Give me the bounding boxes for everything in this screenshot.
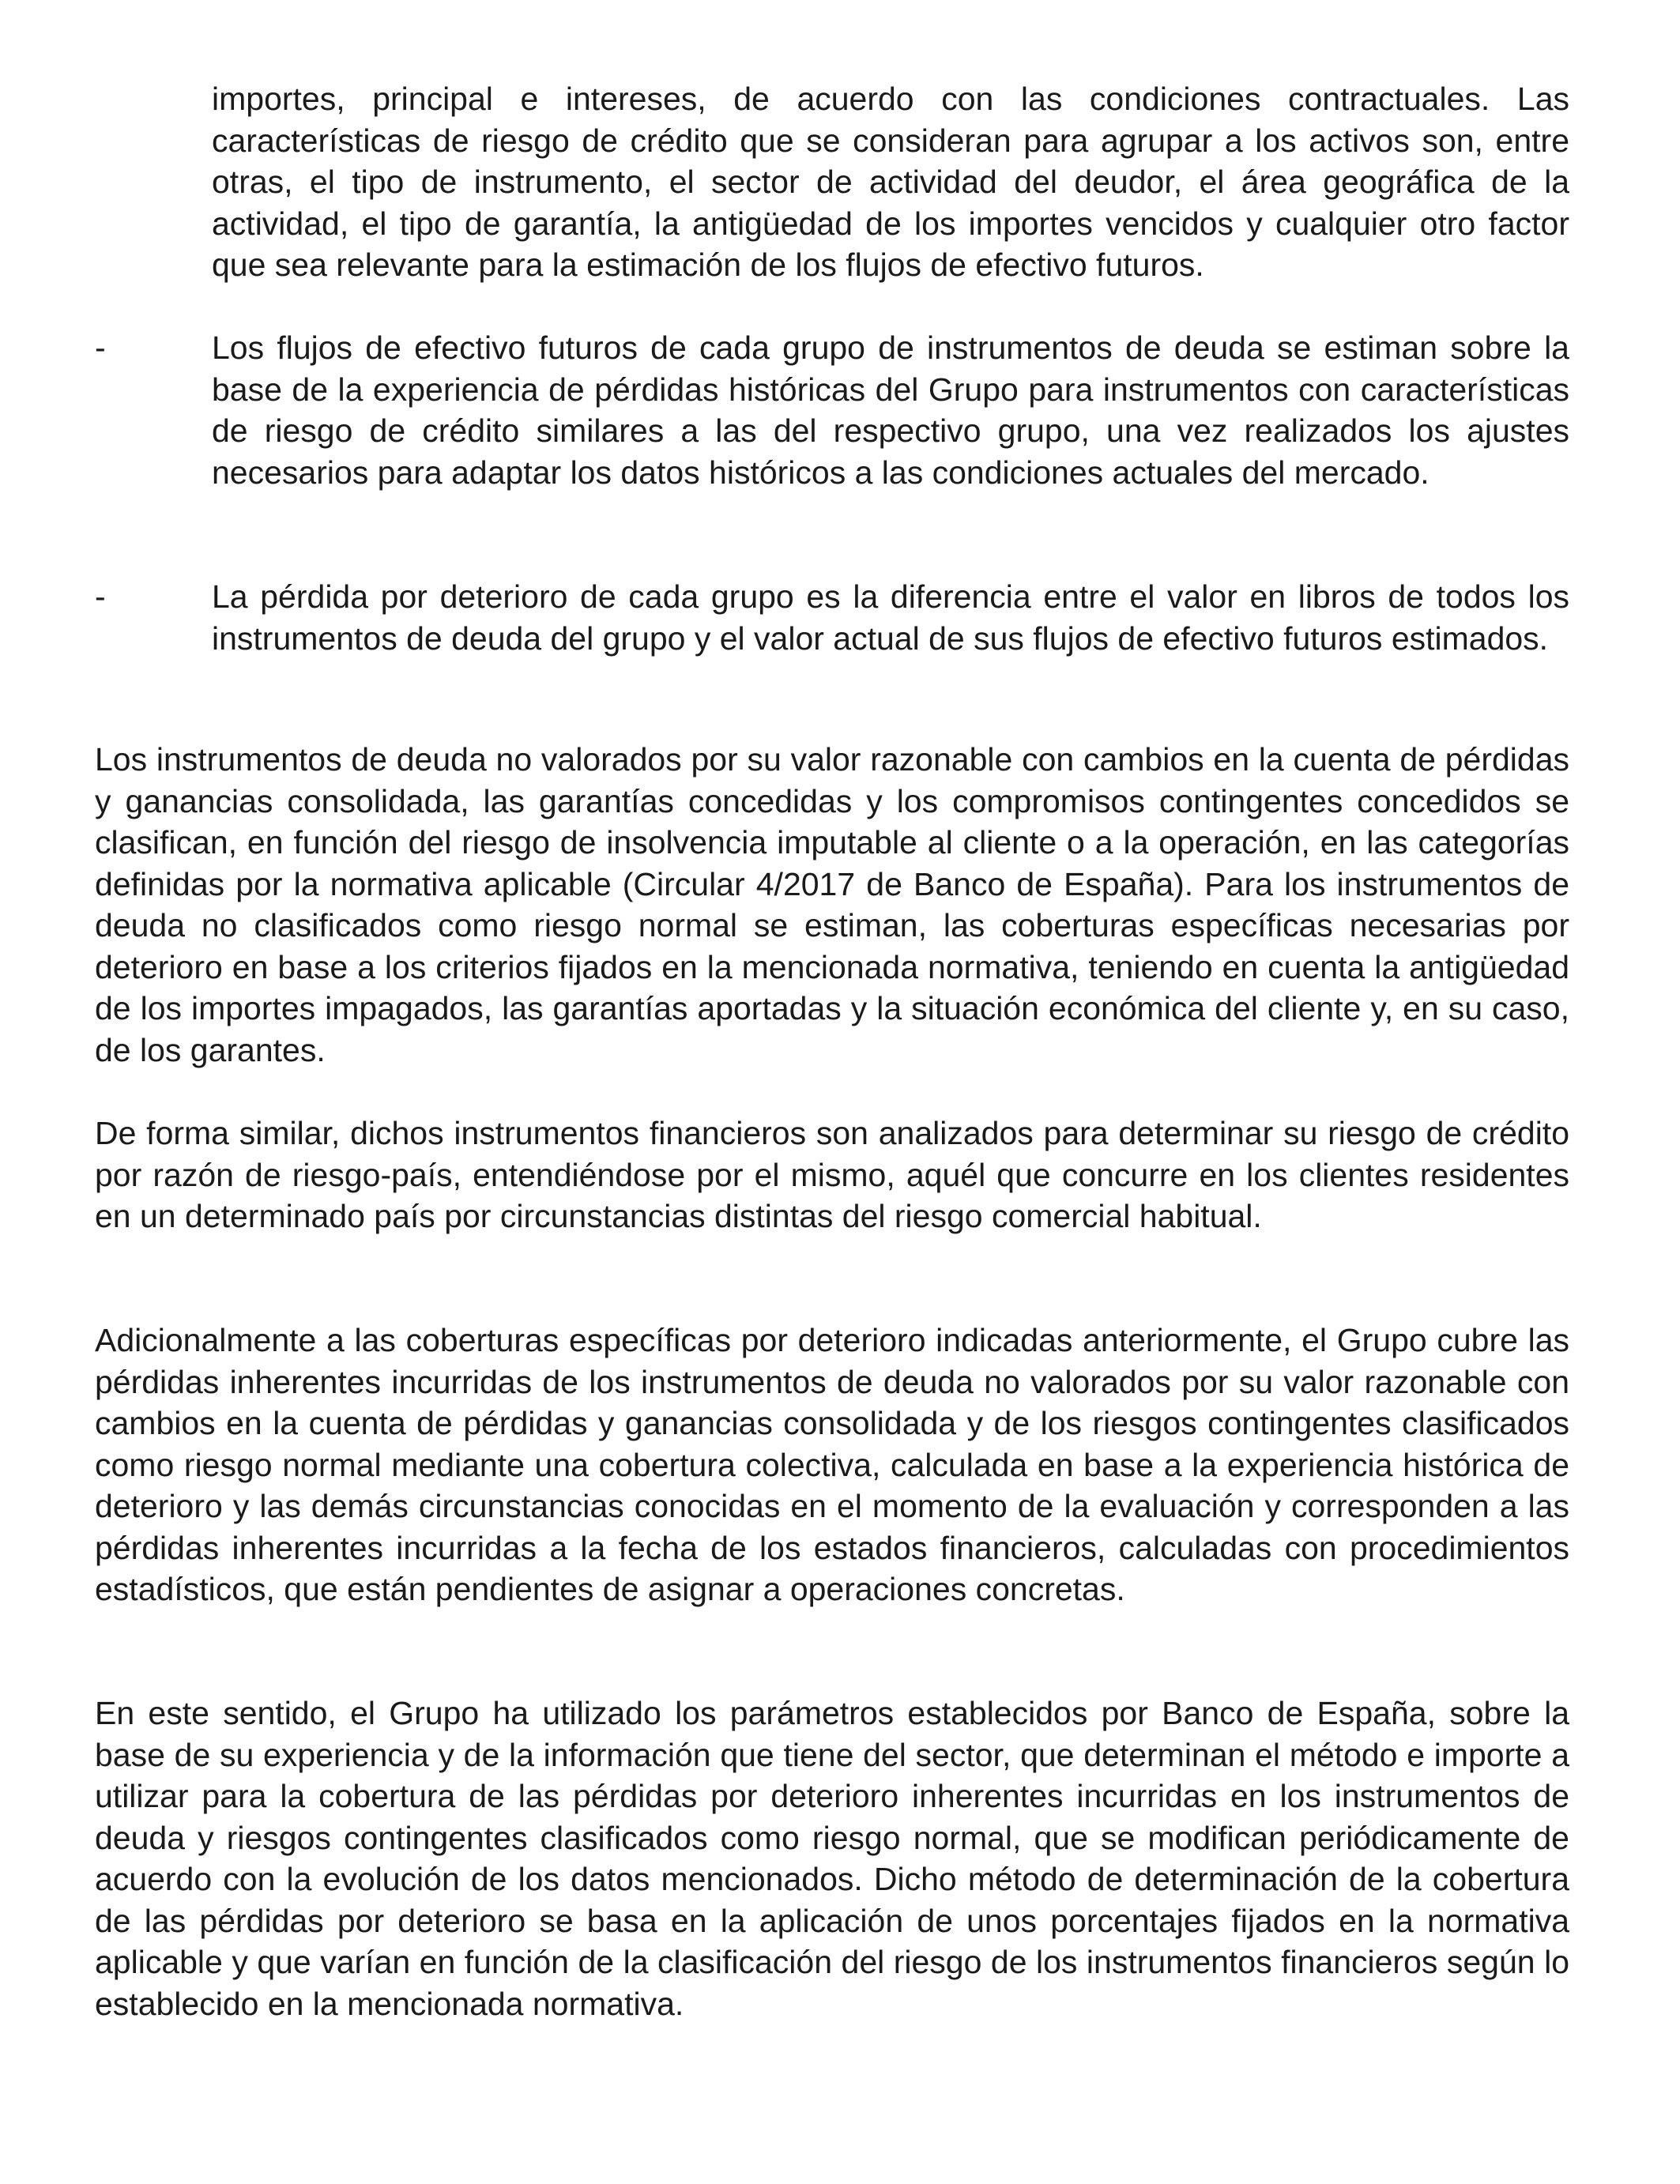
paragraph-bank-of-spain-parameters: En este sentido, el Grupo ha utilizado los parámetros establecidos por Banco de España, sobre la base de su experiencia y de la información que tiene del sector, que determinan el método e importe a utilizar para la cobertura de las pérdidas por deterioro inherentes incurridas en los instrumentos de deuda y riesgos contingentes clasificados como riesgo normal, que se modifican periódicamente de acuerdo con la evolución de los datos mencionados. Dicho método de determinación de la cobertura de las pérdidas por deterioro se basa en la aplicación de unos porcentajes fijados en la normativa aplicable y que varían en función de la clasificación del riesgo de los instrumentos financieros según lo establecido en la mencionada normativa. — [95, 1695, 1569, 2022]
paragraph-collective-coverage: Adicionalmente a las coberturas específicas por deterioro indicadas anteriormente, el Grupo cubre las pérdidas inherentes incurridas de los instrumentos de deuda no valorados por su valor razonable con cambios en la cuenta de pérdidas y ganancias consolidada y de los riesgos contingentes clasificados como riesgo normal mediante una cobertura colectiva, calculada en base a la experiencia histórica de deterioro y las demás circunstancias conocidas en el momento de la evaluación y corresponden a las pérdidas inherentes incurridas a la fecha de los estados financieros, calculadas con procedimientos estadísticos, que están pendientes de asignar a operaciones concretas. — [95, 1322, 1569, 1607]
bullet-text-future-cash-flows: Los flujos de efectivo futuros de cada grupo de instrumentos de deuda se estiman sobre la base de la experiencia de pérdidas históricas del Grupo para instrumentos con características de riesgo de crédito similares a las del respectivo grupo, una vez realizados los ajustes necesarios para adaptar los datos históricos a las condiciones actuales del mercado. — [212, 329, 1569, 491]
continuation-paragraph: importes, principal e intereses, de acuerdo con las condiciones contractuales. Las características de riesgo de crédito que se consideran para agrupar a los activos son, entre otras, el tipo de instrumento, el sector de actividad del deudor, el área geográfica de la actividad, el tipo de garantía, la antigüedad de los importes vencidos y cualquier otro factor que sea relevante para la estimación de los flujos de efectivo futuros. — [212, 81, 1569, 283]
paragraph-debt-classification: Los instrumentos de deuda no valorados por su valor razonable con cambios en la cuenta de pérdidas y ganancias consolidada, las garantías concedidas y los compromisos contingentes concedidos se clasifican, en función del riesgo de insolvencia imputable al cliente o a la operación, en las categorías definidas por la normativa aplicable (Circular 4/2017 de Banco de España). Para los instrumentos de deuda no clasificados como riesgo normal se estiman, las coberturas específicas necesarias por deterioro en base a los criterios fijados en la mencionada normativa, teniendo en cuenta la antigüedad de los importes impagados, las garantías aportadas y la situación económica del cliente y, en su caso, de los garantes. — [95, 741, 1569, 1068]
paragraph-country-risk: De forma similar, dichos instrumentos financieros son analizados para determinar su riesgo de crédito por razón de riesgo-país, entendiéndose por el mismo, aquél que concurre en los clientes residentes en un determinado país por circunstancias distintas del riesgo comercial habitual. — [95, 1115, 1569, 1234]
bullet-marker: - — [95, 578, 106, 615]
bullet-text-impairment-loss: La pérdida por deterioro de cada grupo es la diferencia entre el valor en libros de todos los instrumentos de deuda del grupo y el valor actual de sus flujos de efectivo futuros estimados. — [212, 578, 1569, 657]
bullet-marker: - — [95, 329, 106, 366]
